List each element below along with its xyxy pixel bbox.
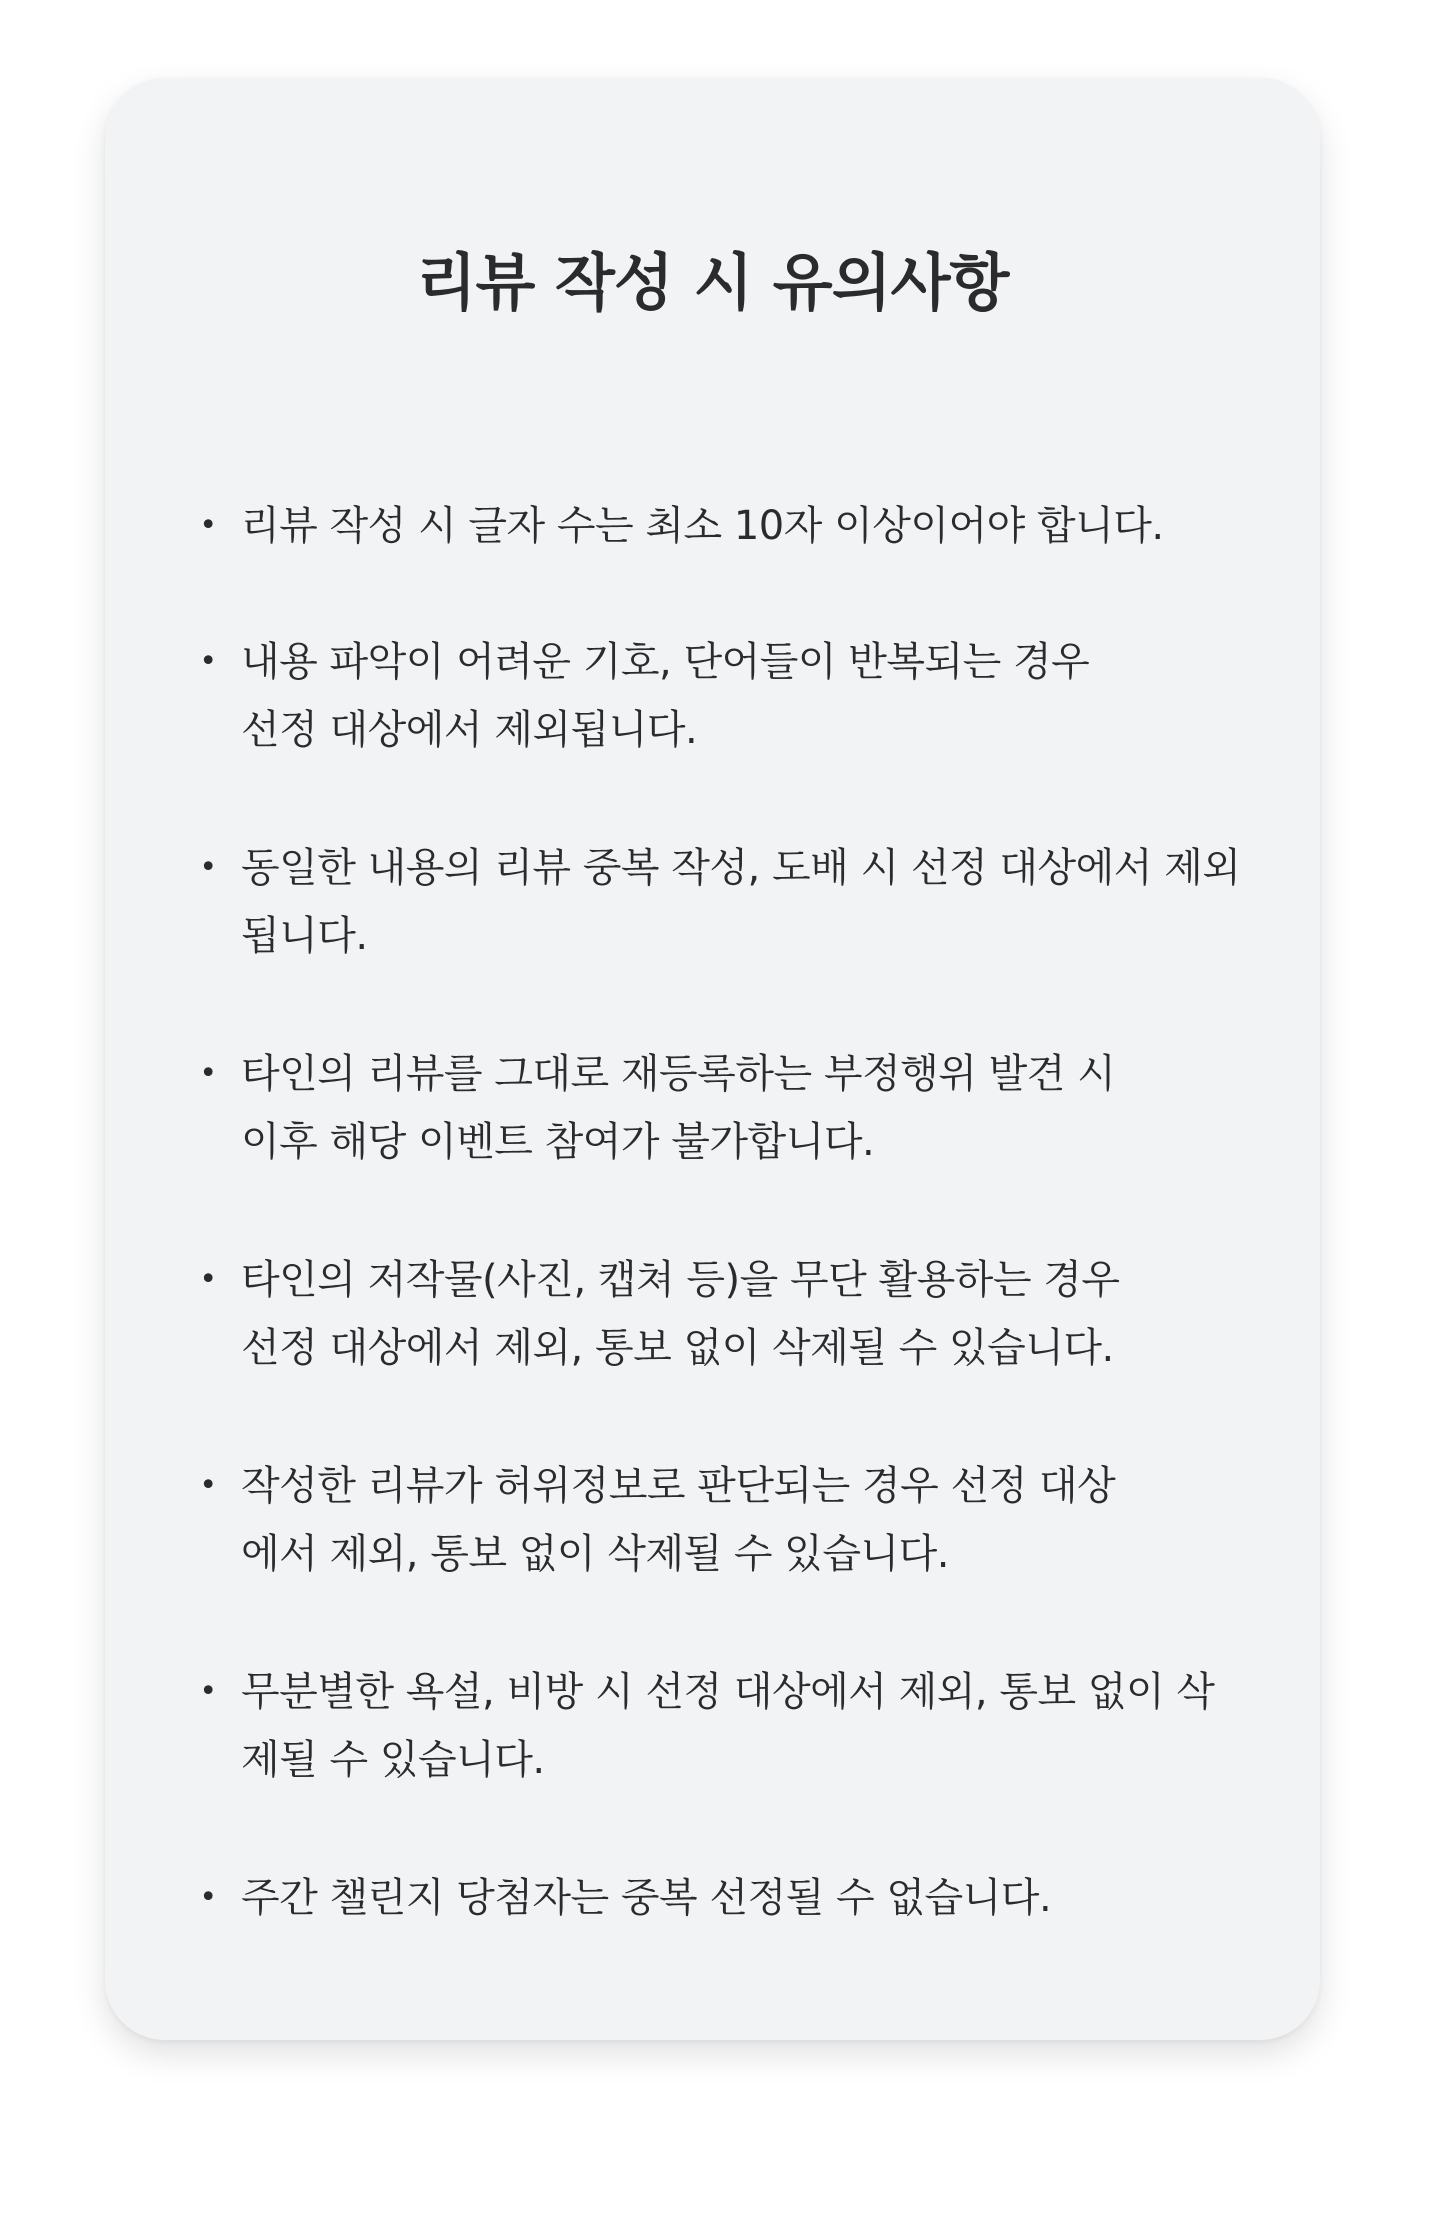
bullet-icon: •	[199, 1468, 217, 1503]
bullet-icon: •	[199, 1674, 217, 1709]
list-item-text	[241, 1452, 1273, 1588]
list-item-line: 선정 대상에서 제외, 통보 없이 삭제될 수 있습니다.	[241, 1325, 1114, 1371]
bullet-icon: •	[199, 508, 217, 543]
list-item	[193, 628, 1273, 764]
list-item	[193, 1452, 1273, 1588]
list-item	[193, 1040, 1273, 1176]
bullet-icon: •	[199, 1056, 217, 1091]
list-item-line: 제될 수 있습니다.	[241, 1737, 545, 1783]
list-item-line: 내용 파악이 어려운 기호, 단어들이 반복되는 경우	[241, 639, 1090, 685]
list-item-line: 무분별한 욕설, 비방 시 선정 대상에서 제외, 통보 없이 삭	[241, 1669, 1215, 1715]
notice-card	[105, 78, 1320, 2040]
list-item-text	[241, 628, 1273, 764]
list-item-text	[241, 834, 1273, 970]
bullet-icon: •	[199, 850, 217, 885]
list-item-text	[241, 1246, 1273, 1382]
list-item	[193, 1246, 1273, 1382]
list-item	[193, 1864, 1273, 1932]
list-item	[193, 834, 1273, 970]
list-item-line: 작성한 리뷰가 허위정보로 판단되는 경우 선정 대상	[241, 1463, 1116, 1509]
list-item-text	[241, 492, 1273, 560]
list-item-text	[241, 1658, 1273, 1794]
list-item-line: 이후 해당 이벤트 참여가 불가합니다.	[241, 1119, 875, 1165]
list-item-text	[241, 1864, 1273, 1932]
bullet-icon: •	[199, 1880, 217, 1915]
list-item	[193, 1658, 1273, 1794]
list-item-line: 에서 제외, 통보 없이 삭제될 수 있습니다.	[241, 1531, 949, 1577]
page-title: 리뷰 작성 시 유의사항	[416, 246, 1009, 319]
list-item-line: 타인의 저작물(사진, 캡쳐 등)을 무단 활용하는 경우	[241, 1257, 1120, 1303]
bullet-icon: •	[199, 644, 217, 679]
list-item	[193, 492, 1273, 560]
list-item-line: 선정 대상에서 제외됩니다.	[241, 707, 698, 753]
list-item-line: 됩니다.	[241, 913, 368, 959]
list-item-line: 주간 챌린지 당첨자는 중복 선정될 수 없습니다.	[241, 1875, 1052, 1921]
list-item-line: 동일한 내용의 리뷰 중복 작성, 도배 시 선정 대상에서 제외	[241, 845, 1241, 891]
bullet-icon: •	[199, 1262, 217, 1297]
list-item-line: 리뷰 작성 시 글자 수는 최소 10자 이상이어야 합니다.	[241, 503, 1164, 549]
list-item-text	[241, 1040, 1273, 1176]
list-item-line: 타인의 리뷰를 그대로 재등록하는 부정행위 발견 시	[241, 1051, 1116, 1097]
